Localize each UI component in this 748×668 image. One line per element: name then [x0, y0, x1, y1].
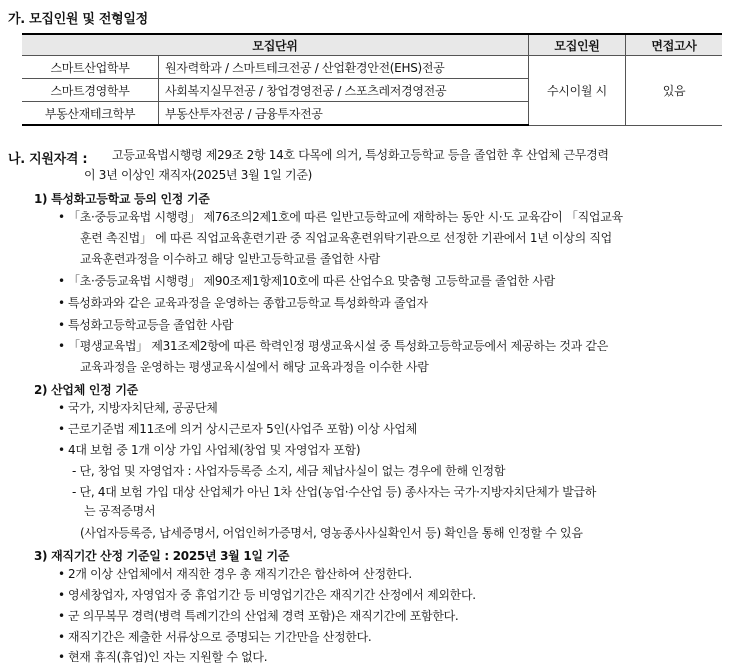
header-unit: 모집단위 — [22, 34, 529, 56]
majors-cell: 부동산투자전공 / 금융투자전공 — [159, 102, 529, 126]
section-a-title: 가. 모집인원 및 전형일정 — [8, 12, 148, 27]
list-item-cont: (사업자등록증, 납세증명서, 어업인허가증명서, 영농종사사실확인서 등) 확인을 통해 인정할 수 있음 — [80, 526, 583, 540]
dept-cell: 스마트경영학부 — [22, 79, 159, 102]
list-item: • 「초·중등교육법 시행령」 제90조제1항제10호에 따른 산업수요 맞춤형 고등학교를 졸업한 사람 — [58, 272, 555, 290]
quota-cell: 수시이월 시 — [529, 56, 626, 126]
list-item-cont: 교육과정을 운영하는 평생교육시설에서 해당 교육과정을 이수한 사람 — [80, 360, 429, 374]
list-item: • 「평생교육법」 제31조제2항에 따른 학력인정 평생교육시설 중 특성화고등학교등에서 제공하는 것과 같은 — [58, 337, 608, 355]
list-item: • 재직기간은 제출한 서류상으로 증명되는 기간만을 산정한다. — [58, 628, 371, 646]
list-item: • 군 의무복무 경력(병력 특례기간의 산업체 경력 포함)은 재직기간에 포함한다. — [58, 607, 458, 625]
dept-cell: 부동산재테크학부 — [22, 102, 159, 126]
qualification-line-2: 이 3년 이상인 재직자(2025년 3월 1일 기준) — [84, 168, 312, 182]
list-item: • 국가, 지방자치단체, 공공단체 — [58, 399, 218, 417]
list-item-dash: - 단, 4대 보험 가입 대상 산업체가 아닌 1차 산업(농업·수산업 등) 종사자는 국가·지방자치단체가 발급하 — [72, 485, 597, 499]
list-item-cont: 는 공적증명서 — [84, 504, 156, 518]
qualification-line-1: 고등교육법시행령 제29조 2항 14호 다목에 의거, 특성화고등학교 등을 졸업한 후 산업체 근무경력 — [112, 148, 609, 162]
sub2-title: 2) 산업체 인정 기준 — [34, 383, 138, 397]
majors-cell: 원자력학과 / 스마트테크전공 / 산업환경안전(EHS)전공 — [159, 56, 529, 79]
dept-cell: 스마트산업학부 — [22, 56, 159, 79]
sub3-title: 3) 재직기간 산정 기준일 : 2025년 3월 1일 기준 — [34, 549, 290, 563]
majors-cell: 사회복지실무전공 / 창업경영전공 / 스포츠레저경영전공 — [159, 79, 529, 102]
list-item: • 현재 휴직(휴업)인 자는 지원할 수 없다. — [58, 648, 267, 666]
list-item: • 2개 이상 산업체에서 재직한 경우 총 재직기간은 합산하여 산정한다. — [58, 565, 412, 583]
list-item: • 특성화고등학교등을 졸업한 사람 — [58, 316, 233, 334]
interview-cell: 있음 — [626, 56, 723, 126]
list-item-cont: 교육훈련과정을 이수하고 해당 일반고등학교를 졸업한 사람 — [80, 252, 380, 266]
list-item: • 4대 보험 중 1개 이상 가입 사업체(창업 및 자영업자 포함) — [58, 441, 360, 459]
table-header-row — [22, 34, 722, 56]
header-quota: 모집인원 — [529, 34, 626, 56]
list-item: • 영세창업자, 자영업자 중 휴업기간 등 비영업기간은 재직기간 산정에서 제외한다. — [58, 586, 476, 604]
header-interview: 면접고사 — [626, 34, 723, 56]
recruitment-table — [22, 33, 722, 126]
list-item: • 「초·중등교육법 시행령」 제76조의2제1호에 따른 일반고등학교에 재학하는 동안 시·도 교육감이 「직업교육 — [58, 208, 623, 226]
sub1-title: 1) 특성화고등학교 등의 인정 기준 — [34, 192, 210, 206]
list-item-cont: 훈련 촉진법」 에 따른 직업교육훈련기관 중 직업교육훈련위탁기관으로 선정한 기관에서 1년 이상의 직업 — [80, 231, 612, 245]
list-item: • 특성화과와 같은 교육과정을 운영하는 종합고등학교 특성화학과 졸업자 — [58, 294, 428, 312]
section-b-title: 나. 지원자격 : — [8, 152, 88, 167]
table-row — [22, 56, 722, 79]
list-item-dash: - 단, 창업 및 자영업자 : 사업자등록증 소지, 세금 체납사실이 없는 경우에 한해 인정함 — [72, 464, 506, 478]
list-item: • 근로기준법 제11조에 의거 상시근로자 5인(사업주 포함) 이상 사업체 — [58, 420, 417, 438]
